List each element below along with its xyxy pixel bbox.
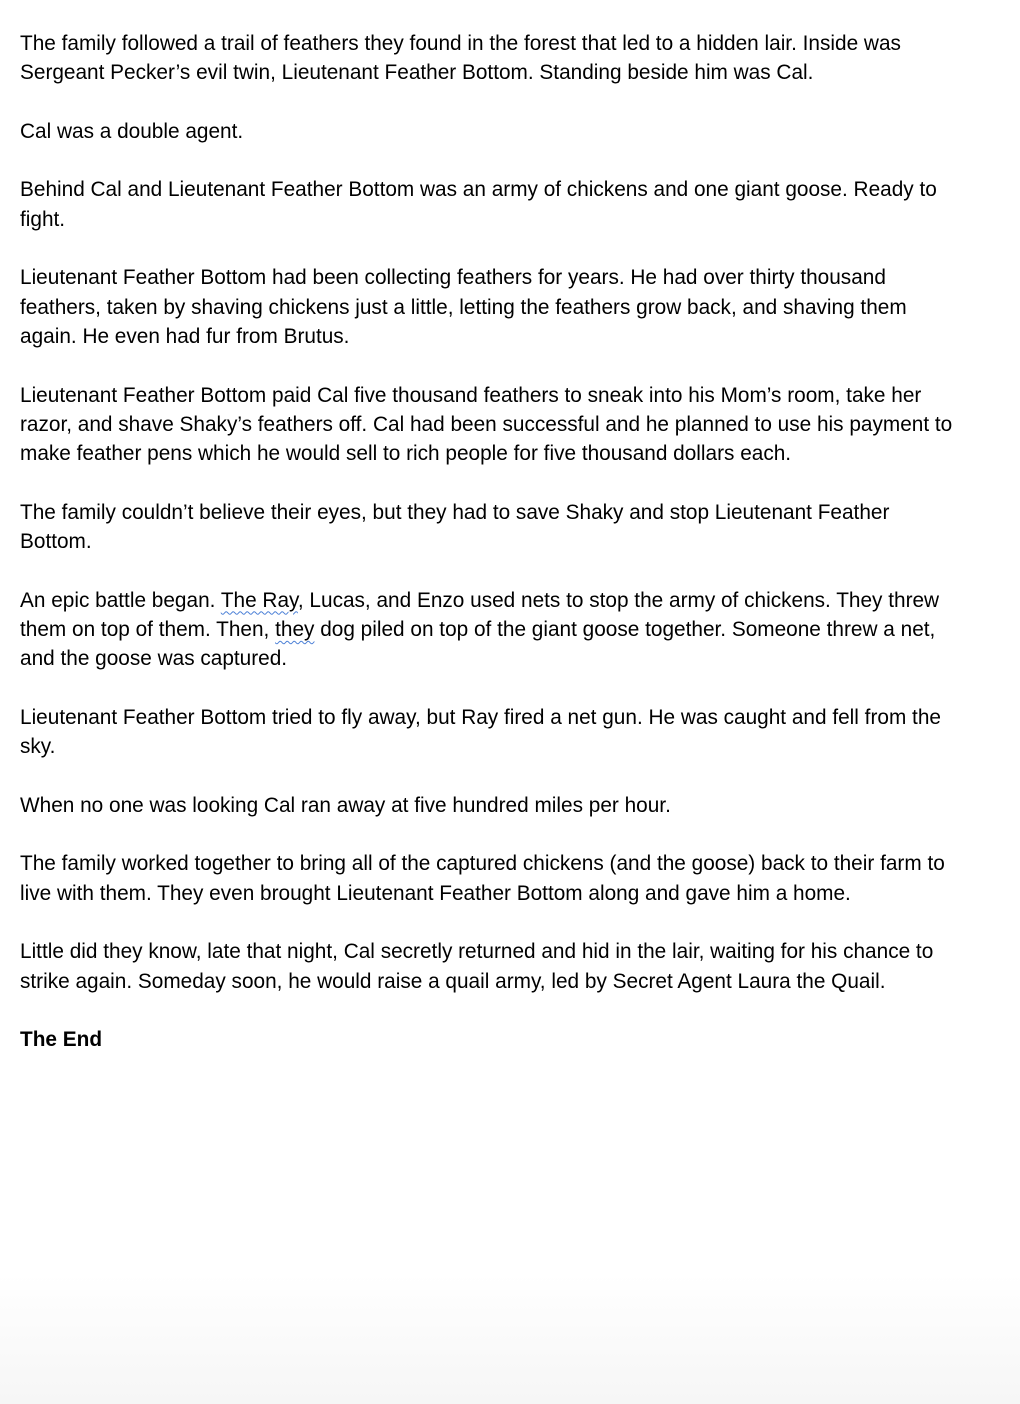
document-body — [20, 29, 960, 1084]
paragraph-7 — [20, 586, 960, 674]
paragraph-7-part-b: , Lucas, and Enzo used nets to stop the army of chickens. They threw them on top of them. Then, — [20, 588, 940, 641]
paragraph-8: Lieutenant Feather Bottom tried to fly away, but Ray fired a net gun. He was caught and fell from the sky. — [20, 705, 941, 759]
page-bottom-shade — [0, 1274, 1020, 1404]
paragraph-11: Little did they know, late that night, Cal secretly returned and hid in the lair, waiting for his chance to strike again. Someday soon, he would raise a quail army, led by Secret Agent Laura the Quail. — [20, 940, 934, 993]
paragraph-9: When no one was looking Cal ran away at five hundred miles per hour. — [20, 793, 671, 817]
paragraph-7-part-c: dog piled on top of the giant goose together. Someone threw a net, and the goose was captured. — [20, 617, 936, 671]
paragraph-3: Behind Cal and Lieutenant Feather Bottom was an army of chickens and one giant goose. Ready to fight. — [20, 178, 937, 231]
the-end-heading: The End — [20, 1028, 103, 1052]
paragraph-4: Lieutenant Feather Bottom had been collecting feathers for years. He had over thirty thousand feathers, taken by shaving chickens just a little, letting the feathers grow back, and shaving them again. He even had fur from Brutus. — [20, 266, 907, 348]
paragraph-7-part-a: An epic battle began. — [20, 588, 221, 612]
paragraph-1: The family followed a trail of feathers they found in the forest that led to a hidden lair. Inside was Sergeant Pecker’s evil twin, Lieutenant Feather Bottom. Standing beside him was Cal. — [20, 32, 901, 85]
paragraph-10: The family worked together to bring all of the captured chickens (and the goose) back to their farm to live with them. They even brought Lieutenant Feather Bottom along and gave him a home. — [20, 852, 945, 905]
paragraph-5: Lieutenant Feather Bottom paid Cal five thousand feathers to sneak into his Mom’s room, take her razor, and shave Shaky’s feathers off. Cal had been successful and he planned to use his payment to make feather pens which he would sell to rich people for five thousand dollars each. — [20, 383, 953, 466]
paragraph-2: Cal was a double agent. — [20, 119, 244, 143]
spellcheck-flag-the-ray[interactable]: The Ray — [220, 588, 298, 612]
spellcheck-flag-they[interactable]: they — [275, 617, 315, 641]
paragraph-6: The family couldn’t believe their eyes, but they had to save Shaky and stop Lieutenant Feather Bottom. — [20, 500, 890, 554]
